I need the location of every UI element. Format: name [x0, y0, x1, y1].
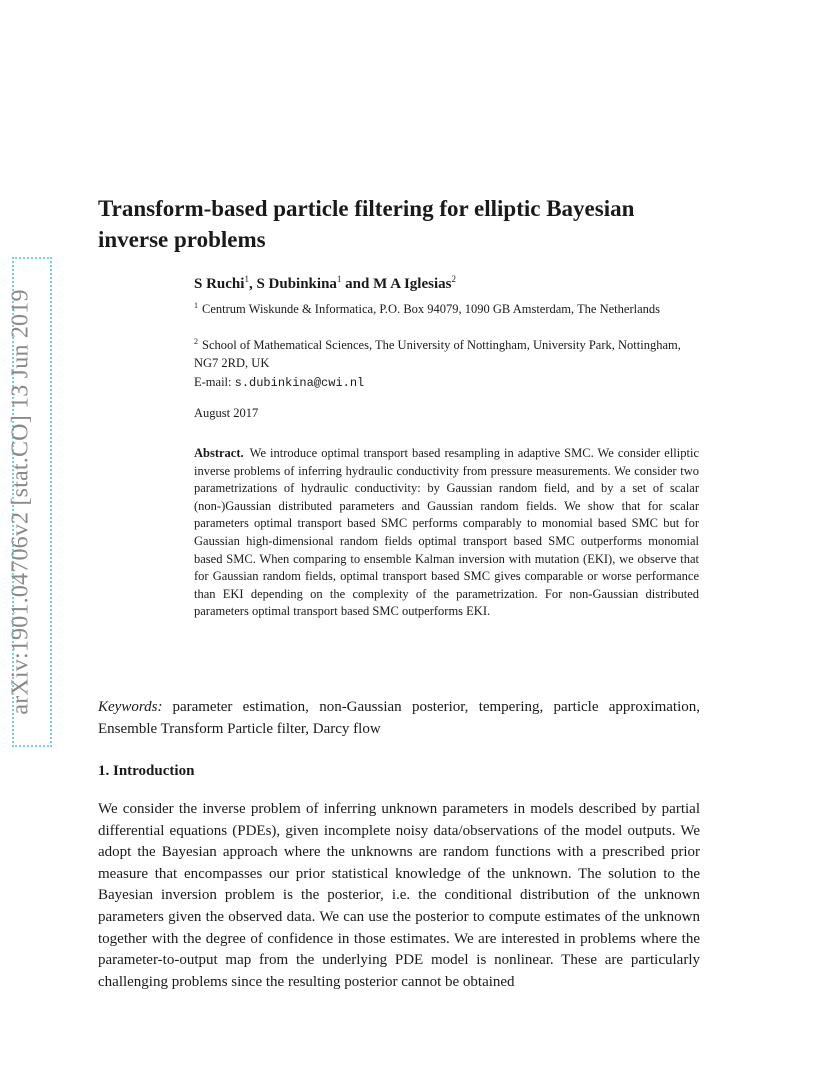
author-separator: ,	[248, 276, 257, 292]
author-affiliation-marker: 1	[336, 274, 342, 284]
email-line	[194, 375, 364, 390]
email-label: E-mail:	[194, 375, 232, 389]
author-name: S Ruchi	[194, 276, 245, 292]
affiliation-2	[194, 333, 694, 372]
author-affiliation-marker: 1	[244, 274, 249, 284]
section-heading-introduction: 1. Introduction	[98, 763, 195, 779]
author-name: S Dubinkina	[256, 276, 337, 292]
keywords-label: Keywords:	[98, 699, 163, 715]
author-separator: and	[341, 276, 374, 292]
abstract-text: We introduce optimal transport based resampling in adaptive SMC. We consider elliptic inverse problems of inferring hydraulic conductivity from pressure measurements. We consider two parametrizations of hydraulic conductivity: by Gaussian random field, and by a set of scalar (non-)Gaussian distributed parameters and Gaussian random fields. We show that for scalar parameters optimal transport based SMC performs comparably to monomial based SMC but for Gaussian high-dimensional random fields optimal transport based SMC outperforms monomial based SMC. When comparing to ensemble Kalman inversion with mutation (EKI), we observe that for Gaussian random fields, optimal transport based SMC gives comparable or worse performance than EKI depending on the complexity of the parametrization. For non-Gaussian distributed parameters optimal transport based SMC outperforms EKI.	[194, 446, 699, 619]
abstract	[194, 445, 699, 621]
abstract-label: Abstract.	[194, 446, 244, 460]
email-address[interactable]: s.dubinkina@cwi.nl	[234, 376, 365, 390]
affiliation-number: 1	[194, 301, 198, 310]
affiliation-text: Centrum Wiskunde & Informatica, P.O. Box 94079, 1090 GB Amsterdam, The Netherlands	[202, 302, 661, 317]
paper-date: August 2017	[194, 406, 259, 420]
arxiv-identifier[interactable]: arXiv:1901.04706v2 [stat.CO] 13 Jun 2019	[7, 289, 34, 715]
author-name: M A Iglesias	[373, 276, 452, 292]
keywords	[98, 696, 700, 740]
affiliation-text: School of Mathematical Sciences, The University of Nottingham, University Park, Nottingham, NG7 2RD, UK	[194, 338, 681, 371]
paper-title: Transform-based particle filtering for elliptic Bayesian inverse problems	[98, 196, 635, 252]
affiliation-1	[194, 297, 694, 318]
keywords-text: parameter estimation, non-Gaussian posterior, tempering, particle approximation, Ensemble Transform Particle filter, Darcy flow	[98, 699, 700, 737]
affiliation-number: 2	[194, 337, 198, 346]
author-list	[194, 274, 456, 293]
introduction-paragraph: We consider the inverse problem of inferring unknown parameters in models described by partial differential equations (PDEs), given incomplete noisy data/observations of the model outputs. We adopt the Bayesian approach where the unknowns are random functions with a prescribed prior measure that encompasses our prior statistical knowledge of the unknown. The solution to the Bayesian inversion problem is the posterior, i.e. the conditional distribution of the unknown parameters given the observed data. We can use the posterior to compute estimates of the unknown together with the degree of confidence in those estimates. We are interested in problems where the parameter-to-output map from the underlying PDE model is nonlinear. These are particularly challenging problems since the resulting posterior cannot be obtained	[98, 801, 700, 990]
author-affiliation-marker: 2	[451, 274, 456, 284]
